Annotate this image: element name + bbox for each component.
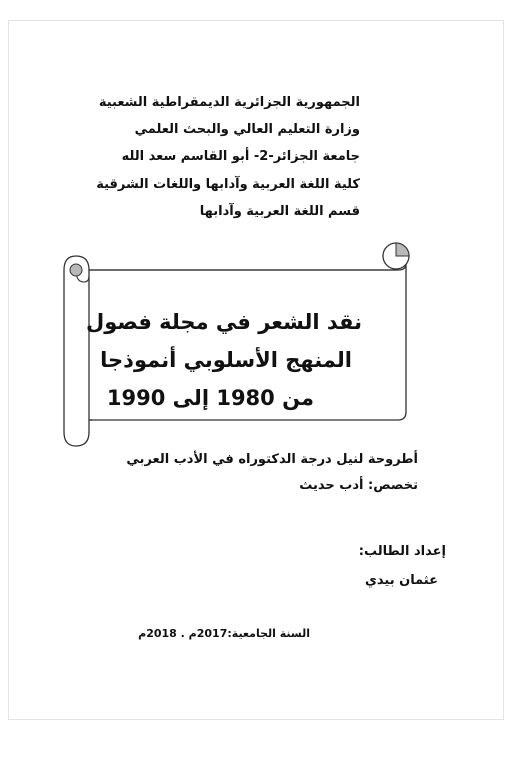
specialty-line: تخصص: أدب حديث [299,478,418,493]
degree-line: أطروحة لنيل درجة الدكتوراه في الأدب العربي [126,452,418,467]
author-name: عثمان بيدي [364,573,438,588]
scroll-left-roll [64,256,89,446]
author-label: إعداد الطالب: [358,544,446,559]
thesis-title-line-1: نقد الشعر في مجلة فصول [85,310,362,334]
republic-heading: الجمهورية الجزائرية الديمقراطية الشعبية [98,95,360,110]
thesis-title-line-2: المنهج الأسلوبي أنموذجا [100,348,352,372]
university-heading: جامعة الجزائر-2- أبو القاسم سعد الله [121,149,360,164]
scroll-top-curl-shade [396,243,409,256]
scroll-banner [62,242,412,448]
department-heading: قسم اللغة العربية وآدابها [199,204,360,219]
thesis-title-line-3: من 1980 إلى 1990 [106,386,314,410]
faculty-heading: كلية اللغة العربية وآدابها واللغات الشرقية [96,177,360,192]
ministry-heading: وزارة التعليم العالي والبحث العلمي [134,122,360,137]
academic-year: السنة الجامعية:2017م . 2018م [138,627,310,640]
